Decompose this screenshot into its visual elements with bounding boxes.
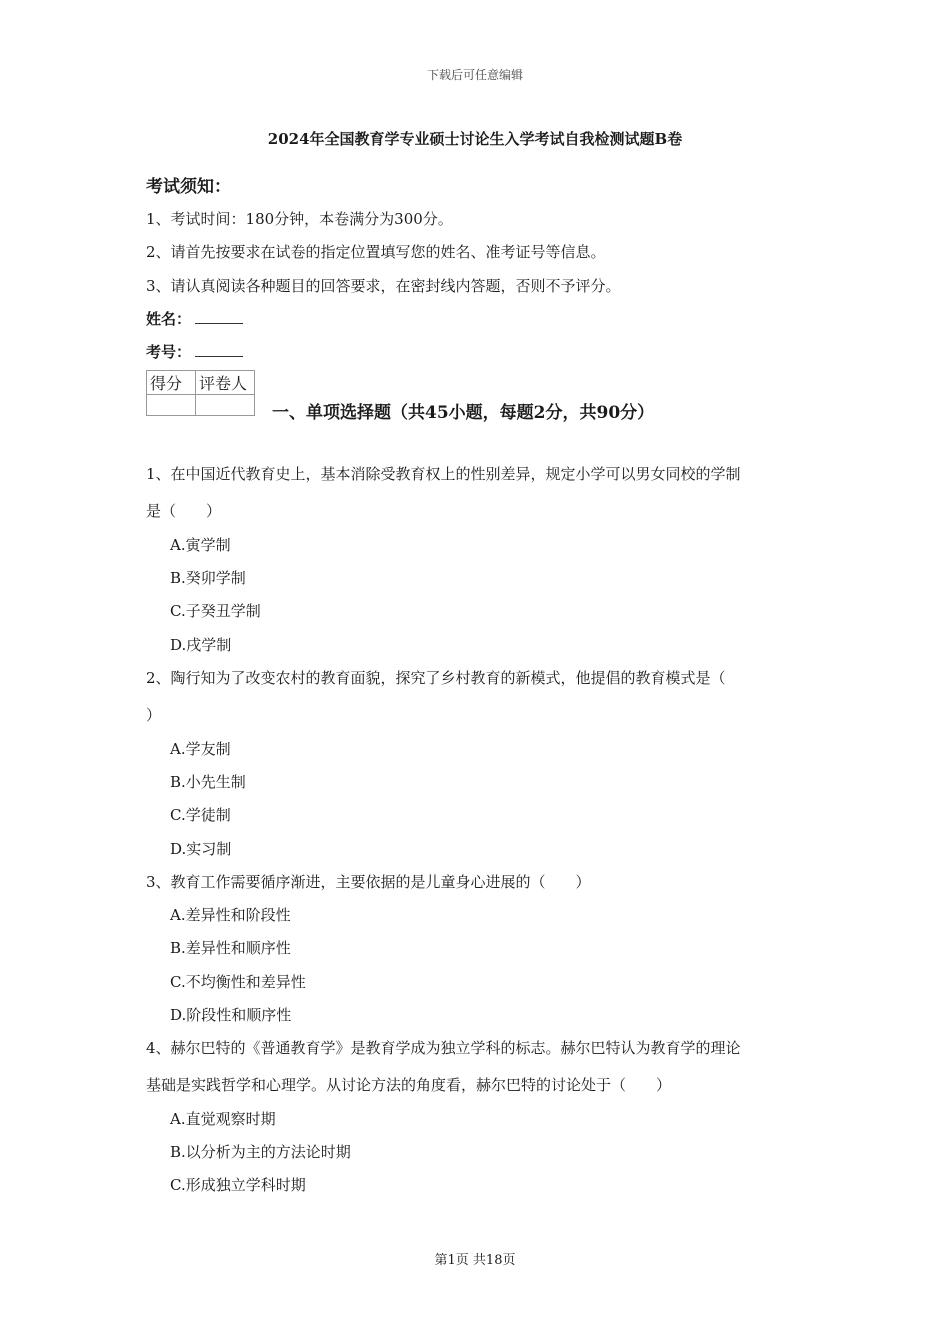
section-title: 一、单项选择题（共45小题，每题2分，共90分） [272, 403, 655, 423]
id-blank[interactable] [195, 342, 243, 357]
answer-option: B.差异性和顺序性 [170, 939, 291, 957]
notice-item: 1、考试时间：180分钟，本卷满分为300分。 [146, 210, 453, 228]
id-field [146, 341, 243, 362]
answer-option: B.癸卯学制 [170, 569, 246, 587]
notice-heading: 考试须知： [146, 177, 231, 197]
name-blank[interactable] [195, 309, 243, 324]
answer-option: C.子癸丑学制 [170, 602, 261, 620]
notice-item: 3、请认真阅读各种题目的回答要求，在密封线内答题，否则不予评分。 [146, 277, 621, 295]
grader-cell[interactable] [196, 395, 255, 416]
answer-option: A.直觉观察时期 [170, 1110, 276, 1128]
grader-header: 评卷人 [196, 371, 255, 395]
answer-option: C.形成独立学科时期 [170, 1176, 306, 1194]
question-text: ） [146, 706, 162, 724]
answer-option: D.戌学制 [170, 636, 232, 654]
document-title: 2024年全国教育学专业硕士讨论生入学考试自我检测试题B卷 [267, 130, 683, 148]
name-label: 姓名： [146, 310, 192, 328]
question-text: 基础是实践哲学和心理学。从讨论方法的角度看，赫尔巴特的讨论处于（ ） [146, 1076, 672, 1094]
id-label: 考号： [146, 343, 192, 361]
score-header: 得分 [147, 371, 196, 395]
answer-option: D.实习制 [170, 840, 232, 858]
question-text: 是（ ） [146, 502, 222, 520]
question-text: 1、在中国近代教育史上，基本消除受教育权上的性别差异，规定小学可以男女同校的学制 [146, 465, 741, 483]
name-field [146, 308, 243, 329]
answer-option: A.寅学制 [170, 536, 231, 554]
answer-option: C.不均衡性和差异性 [170, 973, 306, 991]
question-text: 4、赫尔巴特的《普通教育学》是教育学成为独立学科的标志。赫尔巴特认为教育学的理论 [146, 1039, 741, 1057]
answer-option: A.差异性和阶段性 [170, 906, 291, 924]
answer-option: B.小先生制 [170, 773, 246, 791]
notice-item: 2、请首先按要求在试卷的指定位置填写您的姓名、准考证号等信息。 [146, 243, 606, 261]
question-text: 2、陶行知为了改变农村的教育面貌，探究了乡村教育的新模式，他提倡的教育模式是（ [146, 669, 726, 687]
page-footer: 第1页 共18页 [434, 1253, 516, 1268]
answer-option: A.学友制 [170, 740, 231, 758]
question-text: 3、教育工作需要循序渐进，主要依据的是儿童身心进展的（ ） [146, 873, 591, 891]
answer-option: C.学徒制 [170, 806, 231, 824]
header-note: 下载后可任意编辑 [426, 68, 523, 82]
answer-option: D.阶段性和顺序性 [170, 1006, 292, 1024]
score-table [146, 370, 255, 416]
score-cell[interactable] [147, 395, 196, 416]
answer-option: B.以分析为主的方法论时期 [170, 1143, 351, 1161]
